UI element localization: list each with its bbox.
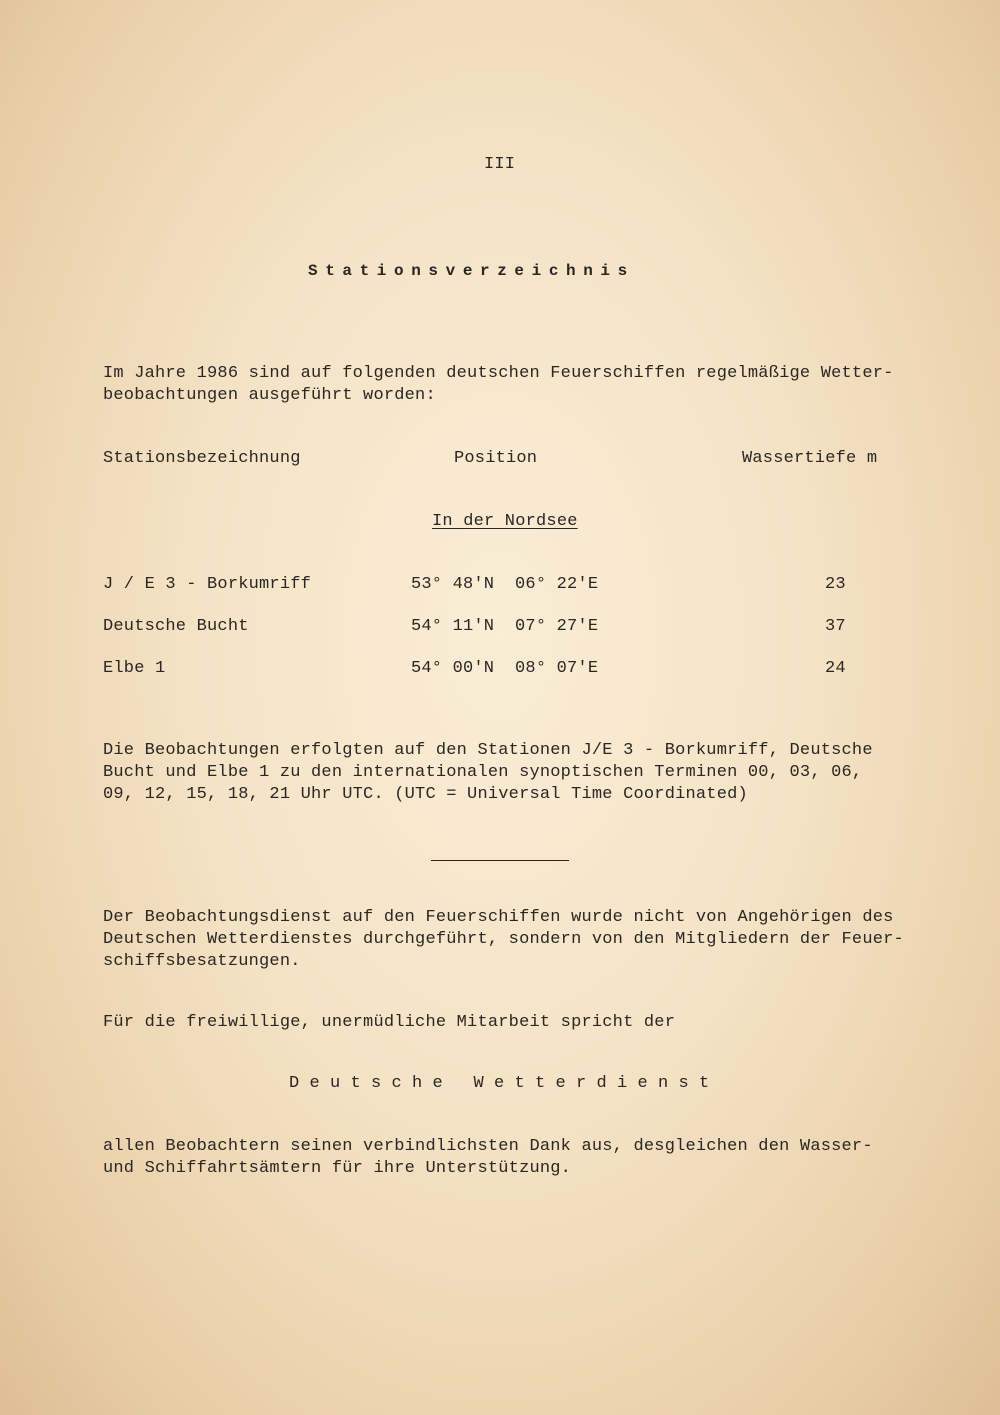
station-name: Deutsche Bucht [103,617,249,636]
intro-line-1: Im Jahre 1986 sind auf folgenden deutschen Feuerschiffen regelmäßige Wetter- [103,364,894,383]
station-position: 54° 00'N 08° 07'E [411,659,599,678]
section-heading: In der Nordsee [432,512,578,531]
observations-line-3: 09, 12, 15, 18, 21 Uhr UTC. (UTC = Universal Time Coordinated) [103,785,748,804]
observations-line-2: Bucht und Elbe 1 zu den internationalen synoptischen Terminen 00, 03, 06, [103,763,863,782]
column-header-name: Stationsbezeichnung [103,449,301,468]
institution-name: Deutsche Wetterdienst [289,1074,720,1093]
station-position: 54° 11'N 07° 27'E [411,617,599,636]
intro-line-2: beobachtungen ausgeführt worden: [103,386,436,405]
service-line-3: schiffsbesatzungen. [103,952,301,971]
column-header-position: Position [454,449,538,468]
station-depth: 37 [825,617,846,636]
page-number: III [484,155,516,174]
station-name: J / E 3 - Borkumriff [103,575,312,594]
thanks-line-1: allen Beobachtern seinen verbindlichsten Dank aus, desgleichen den Wasser- [103,1137,873,1156]
thanks-line-2: und Schiffahrtsämtern für ihre Unterstützung. [103,1159,572,1178]
service-line-2: Deutschen Wetterdienstes durchgeführt, sondern von den Mitgliedern der Feuer- [103,930,904,949]
thanks-intro: Für die freiwillige, unermüdliche Mitarbeit spricht der [103,1013,676,1032]
observations-line-1: Die Beobachtungen erfolgten auf den Stationen J/E 3 - Borkumriff, Deutsche [103,741,873,760]
page-title: Stationsverzeichnis [308,262,635,280]
service-line-1: Der Beobachtungsdienst auf den Feuerschiffen wurde nicht von Angehörigen des [103,908,894,927]
column-header-depth: Wassertiefe m [742,449,878,468]
station-name: Elbe 1 [103,659,166,678]
station-depth: 24 [825,659,846,678]
station-depth: 23 [825,575,846,594]
station-position: 53° 48'N 06° 22'E [411,575,599,594]
section-divider [431,860,569,861]
